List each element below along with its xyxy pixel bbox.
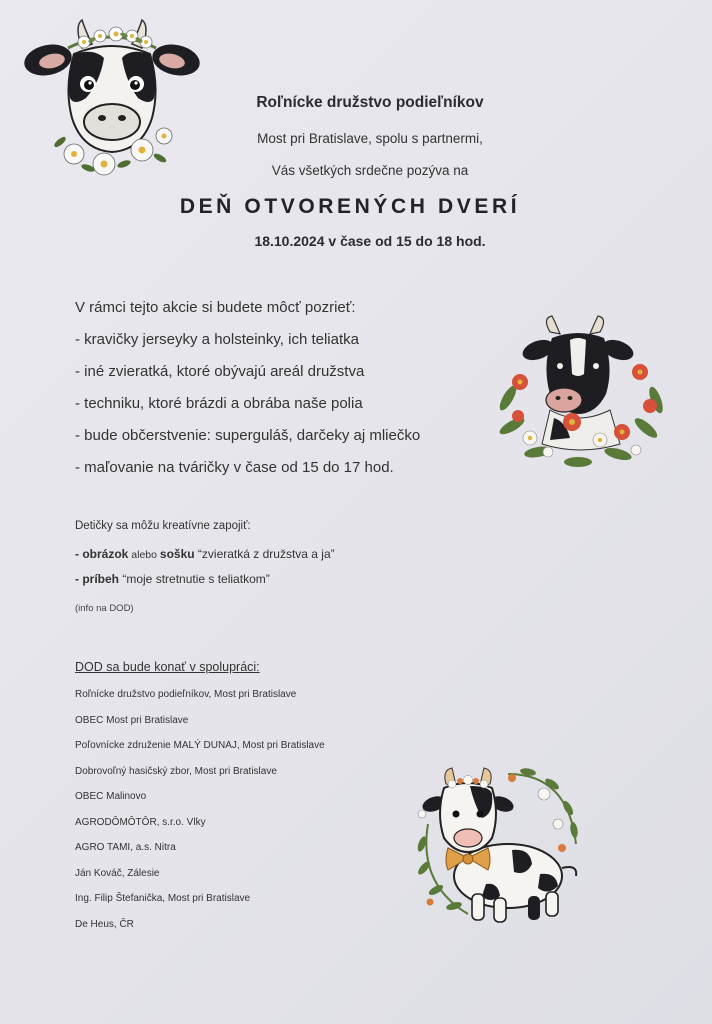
partner-item: Dobrovoľný hasičský zbor, Most pri Bratislave bbox=[75, 765, 277, 777]
partner-item: Roľnícke družstvo podieľníkov, Most pri Bratislave bbox=[75, 689, 297, 700]
calf-bow-wreath-icon bbox=[408, 764, 584, 932]
kids-item-dash: - bbox=[75, 572, 83, 586]
partner-item: Ing. Filip Štefanička, Most pri Bratislave bbox=[75, 893, 251, 904]
partner-item: AGRO TAMI, a.s. Nitra bbox=[75, 842, 176, 853]
program-item: - kravičky jerseyky a holsteinky, ich teliatka bbox=[75, 331, 359, 348]
kids-item-bold: obrázok bbox=[82, 547, 129, 561]
invitation-line: Vás všetkých srdečne pozýva na bbox=[271, 163, 469, 178]
kids-item-bold: sošku bbox=[159, 547, 195, 561]
partner-item: De Heus, ČR bbox=[75, 918, 134, 930]
cow-flower-wreath-icon bbox=[490, 314, 670, 474]
program-item: - techniku, ktoré brázdi a obrába naše polia bbox=[75, 395, 363, 412]
kids-heading: Detičky sa môžu kreatívne zapojiť: bbox=[75, 520, 251, 532]
kids-list bbox=[75, 546, 335, 596]
partner-item: Ján Kováč, Zálesie bbox=[75, 867, 160, 879]
kids-item-dash: - bbox=[75, 547, 83, 561]
program-item: - maľovanie na tváričky v čase od 15 do 17 hod. bbox=[75, 459, 394, 476]
organizer-name: Roľnícke družstvo podieľníkov bbox=[256, 94, 484, 111]
partner-item: Poľovnícke združenie MALÝ DUNAJ, Most pri Bratislave bbox=[75, 740, 325, 751]
program-list bbox=[75, 331, 420, 491]
kids-item-text: “moje stretnutie s teliatkom” bbox=[119, 572, 270, 586]
kids-info: (info na DOD) bbox=[75, 603, 134, 614]
partner-item: OBEC Malinovo bbox=[75, 791, 147, 802]
kids-item-text: “zvieratká z družstva a ja” bbox=[194, 547, 335, 561]
event-title: DEŇ OTVORENÝCH DVERÍ bbox=[179, 195, 521, 218]
cooperation-heading: DOD sa bude konať v spolupráci: bbox=[75, 660, 260, 674]
program-intro: V rámci tejto akcie si budete môcť pozrieť: bbox=[75, 299, 356, 316]
partner-item: AGRODÔMÔTÔR, s.r.o. Vlky bbox=[75, 816, 206, 828]
kids-item-text: alebo bbox=[128, 549, 160, 561]
kids-item bbox=[75, 546, 335, 571]
partner-item: OBEC Most pri Bratislave bbox=[75, 714, 189, 726]
kids-item-bold: príbeh bbox=[82, 572, 120, 586]
event-date: 18.10.2024 v čase od 15 do 18 hod. bbox=[254, 233, 486, 249]
partner-list bbox=[75, 688, 325, 943]
program-item: - bude občerstvenie: superguláš, darčeky aj mliečko bbox=[75, 427, 421, 444]
program-item: - iné zvieratká, ktoré obývajú areál družstva bbox=[75, 363, 365, 380]
kids-item bbox=[75, 571, 335, 596]
organizer-location: Most pri Bratislave, spolu s partnermi, bbox=[257, 131, 483, 146]
